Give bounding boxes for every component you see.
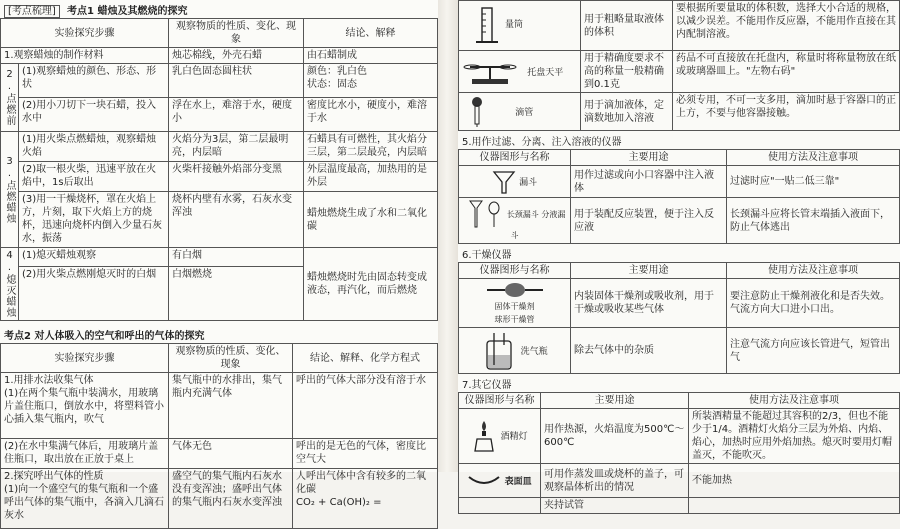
table-cell: 集气瓶中的水排出，集气瓶内充满气体 (169, 373, 293, 439)
table-cell: 除去气体中的杂质 (571, 328, 727, 374)
header-instrument: 仪器图形与名称 (459, 150, 571, 166)
table-cell: (2)取一根火柴，迅速平放在火焰中，1s后取出 (19, 162, 169, 192)
table-cell: 药品不可直接放在托盘内，称量时将称量物放在纸或玻璃器皿上。"左物右码" (673, 51, 900, 93)
table-cell: 火柴杆接触外焰部分变黑 (169, 162, 304, 192)
table-cell: 蜡烛燃烧时先由固态转变成液态，再汽化，而后燃烧 (304, 248, 438, 321)
header-steps: 实验探究步骤 (1, 344, 169, 373)
table-cell (459, 498, 541, 514)
header-observe: 观察物质的性质、变化、现象 (169, 19, 304, 48)
drying-tube-cell (459, 279, 571, 328)
group-label: 2.点燃前 (1, 64, 19, 132)
table-cell: 过滤时应"一贴二低三靠" (727, 166, 900, 198)
header-observe: 观察物质的性质、变化、现象 (169, 344, 293, 373)
instrument-name: 洗气瓶 (520, 346, 548, 357)
table-cell: 内装固体干燥剂或吸收剂，用于干燥或吸收某些气体 (571, 279, 727, 328)
header-conclusion: 结论、解释 (304, 19, 438, 48)
table-cell: 白烟燃烧 (169, 266, 304, 320)
table-cell: (1)熄灭蜡烛观察 (19, 248, 169, 267)
section6-title: 6.干燥仪器 (462, 250, 512, 261)
other-instruments-table (458, 392, 900, 514)
book-gutter (438, 0, 458, 472)
header-usage: 主要用途 (571, 150, 727, 166)
table-cell: 浮在水上，难溶于水，硬度小 (169, 98, 304, 132)
table-cell: 由石蜡制成 (304, 48, 438, 64)
table-cell: 长颈漏斗应将长管末端插入液面下，防止气体逃出 (727, 198, 900, 244)
table-cell: 用于粗略量取液体的体积 (581, 1, 673, 51)
header-notes: 使用方法及注意事项 (727, 150, 900, 166)
group-label: 3.点燃蜡烛 (1, 132, 19, 248)
table-cell: 要注意防止干燥剂液化和是否失效。气流方向大口进小口出。 (727, 279, 900, 328)
section2-title: 考点2 对人体吸入的空气和呼出的气体的探究 (4, 331, 205, 342)
watch-glass-cell (459, 464, 541, 498)
long-neck-funnel-icon (464, 199, 504, 229)
table-cell: 有白烟 (169, 248, 304, 267)
dropper-icon (462, 96, 492, 128)
drying-table (458, 262, 900, 374)
table-cell: (1)观察蜡烛的颜色、形态、形状 (19, 64, 169, 98)
table-cell (581, 51, 673, 93)
table-cell: 用作过滤或向小口容器中注入液体 (571, 166, 727, 198)
funnels-cell (459, 198, 571, 244)
instrument-name: 托盘天平 (527, 67, 564, 78)
table-cell: 密度比水小，硬度小，难溶于水 (304, 98, 438, 132)
header-steps: 实验探究步骤 (1, 19, 169, 48)
filter-table (458, 149, 900, 244)
section7-title: 7.其它仪器 (462, 380, 512, 391)
section5-title: 5.用作过滤、分离、注入溶液的仪器 (462, 137, 622, 148)
table-cell: 要根据所要量取的体积数，选择大小合适的规格，以减少误差。不能用作反应器，不能用作直接在其内配制溶液。 (673, 1, 900, 51)
graduated-cylinder-cell (459, 1, 581, 51)
alcohol-lamp-cell (459, 409, 541, 464)
table-cell: 外层温度最高，加热用的是外层 (304, 162, 438, 192)
breath-table (0, 343, 438, 529)
funnel-cell (459, 166, 571, 198)
table-cell: (2)用火柴点燃刚熄灭时的白烟 (19, 266, 169, 320)
header-usage: 主要用途 (541, 393, 689, 409)
table-cell: 人呼出气体中含有较多的二氧化碳 CO₂ + Ca(OH)₂ = (293, 469, 438, 529)
section1-title: 考点1 蜡烛及其燃烧的探究 (67, 6, 188, 17)
header-instrument: 仪器图形与名称 (459, 393, 541, 409)
table-cell: 盛空气的集气瓶内石灰水没有变浑浊；盛呼出气体的集气瓶内石灰水变浑浊 (169, 469, 293, 529)
right-page (458, 0, 900, 511)
section1-heading (0, 0, 438, 18)
instrument-name: 表面皿 (504, 476, 532, 487)
table-cell: 石蜡具有可燃性，其火焰分三层，第二层最亮，内层暗 (304, 132, 438, 162)
table-cell: 颜色：乳白色 状态：固态 (304, 64, 438, 98)
table-cell: 火焰分为3层，第二层最明亮，内层暗 (169, 132, 304, 162)
table-cell: (1)用火柴点燃蜡烛，观察蜡烛火焰 (19, 132, 169, 162)
table-cell: 乳白色固态圆柱状 (169, 64, 304, 98)
table-cell: 夹持试管 (541, 498, 689, 514)
instrument-name: 漏斗 (519, 177, 538, 188)
balance-usage: 用于精确度要求不高的称量一般精确到0.1克 (584, 53, 664, 90)
table-cell: (2)用小刀切下一块石蜡，投入水中 (19, 98, 169, 132)
balance-cell (459, 51, 581, 93)
instrument-name: 酒精灯 (500, 432, 528, 442)
table-cell: (2)在水中集满气体后，用玻璃片盖住瓶口，取出放在正放于桌上 (1, 439, 169, 469)
table-cell: 蜡烛燃烧生成了水和二氧化碳 (304, 192, 438, 248)
header-instrument: 仪器图形与名称 (459, 263, 571, 279)
table-cell: 注意气流方向应该长管进气，短管出气 (727, 328, 900, 374)
table-cell: 用于滴加液体，定滴数地加入溶液 (581, 93, 673, 131)
graduated-cylinder-icon (462, 4, 542, 48)
table-cell: 呼出的是无色的气体，密度比空气大 (293, 439, 438, 469)
instrument-name: 固体干燥剂 球形干燥管 (494, 302, 535, 324)
table-cell: 用于装配反应装置，便于注入反应液 (571, 198, 727, 244)
alcohol-lamp-icon (471, 419, 497, 453)
instrument-name: 量筒 (505, 20, 524, 30)
instrument-name: 滴管 (515, 107, 534, 118)
left-page (0, 0, 438, 521)
header-notes: 使用方法及注意事项 (727, 263, 900, 279)
table-cell (689, 498, 900, 514)
instrument-name: 长颈漏斗 分液漏斗 (506, 210, 566, 240)
table-cell: 所装酒精量不能超过其容积的2/3，但也不能少于1/4。酒精灯火焰分三层为外焰、内焰、焰心，加热时应用外焰加热。熄灭时要用灯帽盖灭，不能吹灭。 (689, 409, 900, 464)
header-usage: 主要用途 (571, 263, 727, 279)
header-notes: 使用方法及注意事项 (689, 393, 900, 409)
instrument-table-top (458, 0, 900, 131)
group-label: 4.熄灭蜡烛 (1, 248, 19, 321)
table-cell: (3)用一干燥烧杯，罩在火焰上方，片刻，取下火焰上方的烧杯，迅速向烧杯内倒入少量石灰水，振荡 (19, 192, 169, 248)
watch-glass-icon (467, 473, 501, 489)
table-cell: 不能加热 (689, 464, 900, 498)
table-cell: 气体无色 (169, 439, 293, 469)
gas-wash-bottle-icon (481, 331, 517, 371)
section-tag: [考点梳理] (4, 5, 60, 18)
table-cell: 用作热源，火焰温度为500℃～600℃ (541, 409, 689, 464)
header-conclusion: 结论、解释、化学方程式 (293, 344, 438, 373)
table-cell: 必须专用，不可一支多用，滴加时悬于容器口的正上方，不要与他容器接触。 (673, 93, 900, 131)
funnel-icon (492, 169, 516, 195)
candle-table (0, 18, 438, 321)
section2-heading (0, 325, 438, 343)
dropper-cell (459, 93, 581, 131)
gas-wash-bottle-cell (459, 328, 571, 374)
table-cell: 1.用排水法收集气体 (1)在两个集气瓶中装满水，用玻璃片盖住瓶口，倒放水中，将塑料管小心插入集气瓶内，吹气 (1, 373, 169, 439)
table-cell: 烛芯棉线，外壳石蜡 (169, 48, 304, 64)
table-cell: 呼出的气体大部分没有溶于水 (293, 373, 438, 439)
table-cell: 1.观察蜡烛的制作材料 (1, 48, 169, 64)
drying-tube-icon (485, 280, 545, 300)
table-cell: 2.探究呼出气体的性质 (1)向一个盛空气的集气瓶和一个盛呼出气体的集气瓶中，各滴入几滴石灰水 (1, 469, 169, 529)
table-cell: 烧杯内壁有水雾，石灰水变浑浊 (169, 192, 304, 248)
balance-icon (462, 57, 518, 87)
table-cell: 可用作蒸发皿或烧杯的盖子，可观察晶体析出的情况 (541, 464, 689, 498)
